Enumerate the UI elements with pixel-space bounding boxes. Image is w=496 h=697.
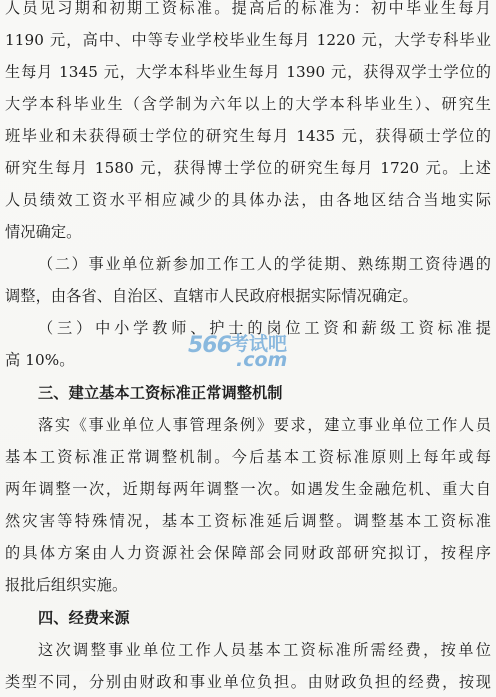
text-line: 生每月 1345 元，大学本科毕业生每月 1390 元，获得双学士学位的 (5, 63, 491, 81)
paragraph-start-line: （三）中小学教师、护士的岗位工资和薪级工资标准提 (38, 319, 491, 337)
section-heading: 四、经费来源 (38, 609, 130, 627)
paragraph-start-line: 这次调整事业单位工作人员基本工资标准所需经费，按单位 (38, 641, 491, 659)
text-line: 两年调整一次，近期每两年调整一次。如遇发生金融危机、重大自 (5, 480, 491, 498)
text-line: 调整，由各省、自治区、直辖市人民政府根据实际情况确定。 (5, 287, 418, 305)
watermark-site-name: 考试吧 (230, 333, 288, 355)
text-line: 大学本科毕业生（含学制为六年以上的大学本科毕业生）、研究生 (5, 95, 491, 113)
text-line: 报批后组织实施。 (5, 576, 128, 594)
section-heading: 三、建立基本工资标准正常调整机制 (38, 384, 283, 402)
paragraph-start-line: （二）事业单位新参加工作工人的学徒期、熟练期工资待遇的 (38, 255, 491, 273)
paragraph-start-line: 落实《事业单位人事管理条例》要求，建立事业单位工作人员 (38, 416, 491, 434)
text-line: 研究生每月 1580 元，获得博士学位的研究生每月 1720 元。上述 (5, 159, 491, 177)
text-line: 1190 元，高中、中等专业学校毕业生每月 1220 元，大学专科毕业 (5, 31, 491, 49)
text-line: 人员见习期和初期工资标准。提高后的标准为：初中毕业生每月 (5, 0, 491, 17)
text-line: 班毕业和未获得硕士学位的研究生每月 1435 元，获得硕士学位的 (5, 127, 491, 145)
watermark-number: 566 (188, 333, 231, 358)
text-line: 然灾害等特殊情况，基本工资标准延后调整。调整基本工资标准 (5, 512, 491, 530)
text-line: 高 10%。 (5, 351, 75, 369)
text-line: 人员绩效工资水平相应减少的具体办法，由各地区结合当地实际 (5, 191, 491, 209)
text-line: 情况确定。 (5, 223, 82, 241)
watermark-domain: .com (236, 349, 288, 371)
text-line: 基本工资标准正常调整机制。今后基本工资标准原则上每年或每 (5, 448, 491, 466)
text-line: 的具体方案由人力资源社会保障部会同财政部研究拟订，按程序 (5, 544, 491, 562)
text-line: 类型不同，分别由财政和事业单位负担。由财政负担的经费，按现 (5, 673, 491, 691)
